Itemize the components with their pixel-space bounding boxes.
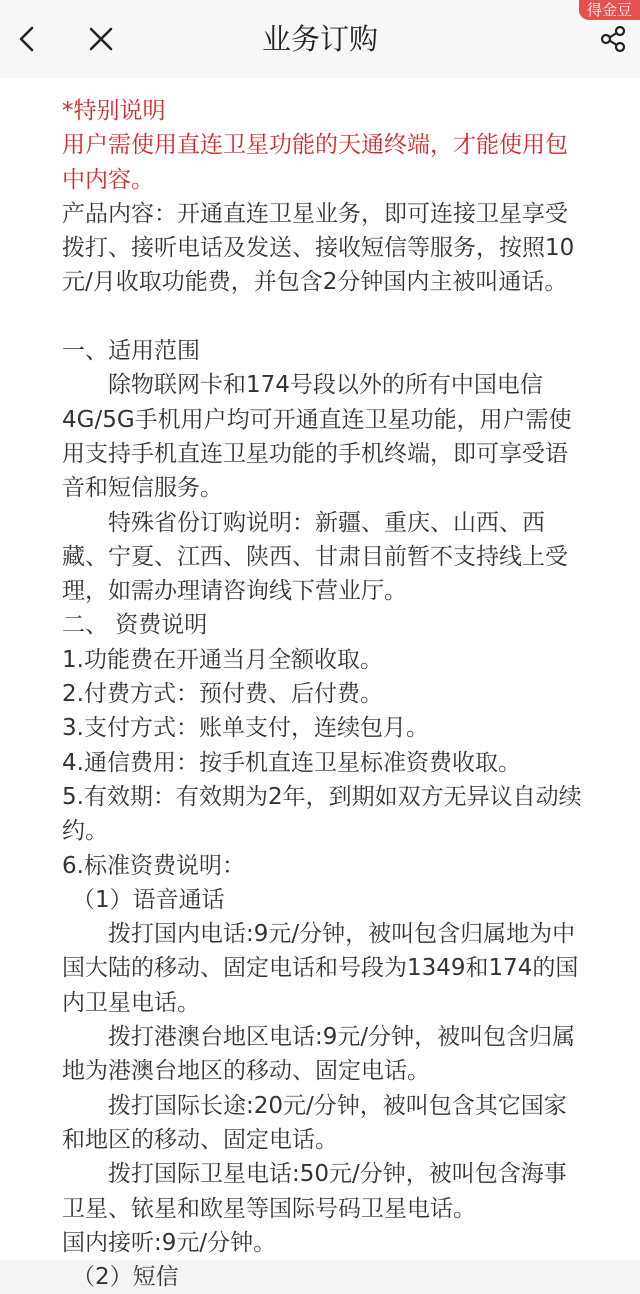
intl-satellite-rate-text: 拨打国际卫星电话:50元/分钟，被叫包含海事 xyxy=(108,1161,567,1188)
domestic-rate-text: 国大陆的移动、固定电话和号段为1349和174的国 xyxy=(62,955,579,982)
fee-heading: 二、 资费说明 xyxy=(62,612,208,639)
product-content-text: 元/月收取功能费，并包含2分钟国内主被叫通话。 xyxy=(62,269,568,296)
scope-text: 音和短信服务。 xyxy=(62,475,223,502)
province-note-text: 特殊省份订购说明：新疆、重庆、山西、西 xyxy=(108,509,545,536)
domestic-rate-text: 内卫星电话。 xyxy=(62,989,200,1016)
fee-item: 1.功能费在开通当月全额收取。 xyxy=(62,646,383,673)
product-content-text: 产品内容：开通直连卫星业务，即可连接卫星享受 xyxy=(62,200,568,227)
fee-item: 6.标准资费说明： xyxy=(62,852,245,879)
scope-heading: 一、适用范围 xyxy=(62,338,200,365)
product-content-text: 拨打、接听电话及发送、接收短信等服务，按照10 xyxy=(62,235,575,262)
sms-heading: （2）短信 xyxy=(72,1264,179,1291)
intl-rate-text: 和地区的移动、固定电话。 xyxy=(62,1126,338,1153)
back-button[interactable] xyxy=(8,20,46,58)
voice-heading: （1）语音通话 xyxy=(72,886,225,913)
province-note-text: 理，如需办理请咨询线下营业厅。 xyxy=(62,578,407,605)
domestic-rate-text: 拨打国内电话:9元/分钟，被叫包含归属地为中 xyxy=(108,921,576,948)
subscription-description xyxy=(0,78,640,1291)
fee-item: 约。 xyxy=(62,818,108,845)
share-button[interactable] xyxy=(594,20,632,58)
coin-badge[interactable]: 得金豆 xyxy=(579,0,640,20)
top-nav-bar xyxy=(0,0,640,78)
receive-rate-text: 国内接听:9元/分钟。 xyxy=(62,1229,277,1256)
special-note-text: 中内容。 xyxy=(62,166,154,193)
special-note-title: *特别说明 xyxy=(62,98,166,124)
hkmt-rate-text: 地为港澳台地区的移动、固定电话。 xyxy=(62,1058,430,1085)
fee-item: 3.支付方式：账单支付，连续包月。 xyxy=(62,715,429,742)
fee-item: 5.有效期：有效期为2年，到期如双方无异议自动续 xyxy=(62,783,582,810)
special-note-text: 用户需使用直连卫星功能的天通终端，才能使用包 xyxy=(62,132,568,159)
province-note-text: 藏、宁夏、江西、陕西、甘肃目前暂不支持线上受 xyxy=(62,543,568,570)
hkmt-rate-text: 拨打港澳台地区电话:9元/分钟，被叫包含归属 xyxy=(108,1024,576,1051)
fee-item: 4.通信费用：按手机直连卫星标准资费收取。 xyxy=(62,749,521,776)
scope-text: 4G/5G手机用户均可开通直连卫星功能，用户需使 xyxy=(62,406,572,433)
intl-rate-text: 拨打国际长途:20元/分钟，被叫包含其它国家 xyxy=(108,1092,567,1119)
intl-satellite-rate-text: 卫星、铱星和欧星等国际号码卫星电话。 xyxy=(62,1195,476,1222)
scope-text: 用支持手机直连卫星功能的手机终端，即可享受语 xyxy=(62,440,568,467)
share-icon xyxy=(598,24,628,54)
scope-text: 除物联网卡和174号段以外的所有中国电信 xyxy=(108,372,543,399)
chevron-left-icon xyxy=(15,25,39,53)
fee-item: 2.付费方式：预付费、后付费。 xyxy=(62,681,383,708)
page-title: 业务订购 xyxy=(261,22,378,56)
close-button[interactable] xyxy=(82,20,120,58)
close-icon xyxy=(87,25,115,53)
spacer xyxy=(62,300,592,334)
